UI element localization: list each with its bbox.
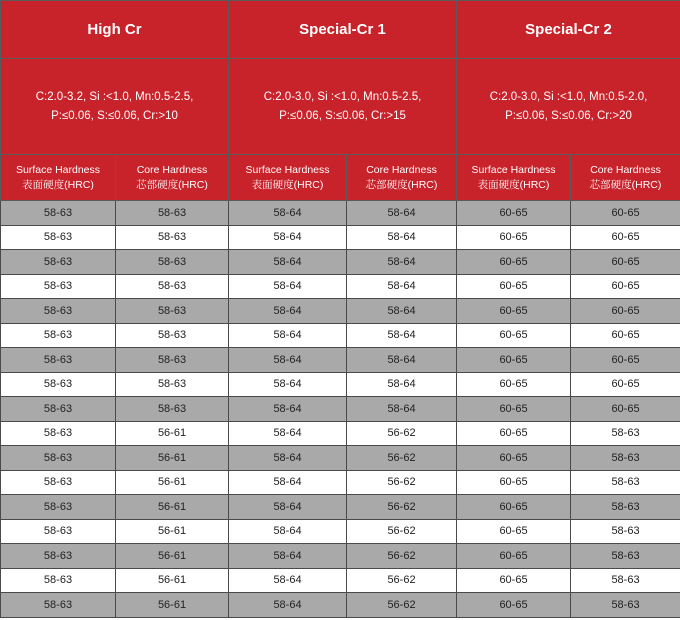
table-cell: 56-61 bbox=[116, 495, 229, 520]
column-header-cn: 表面硬度(HRC) bbox=[477, 178, 550, 191]
table-cell: 58-64 bbox=[229, 225, 347, 250]
table-cell: 58-64 bbox=[229, 568, 347, 593]
column-header-cn: 表面硬度(HRC) bbox=[22, 178, 94, 191]
column-header-core-hardness bbox=[116, 155, 229, 201]
table-cell: 58-64 bbox=[347, 299, 457, 324]
table-cell: 58-64 bbox=[229, 519, 347, 544]
column-header-cn: 芯部硬度(HRC) bbox=[589, 178, 662, 191]
hardness-data-body bbox=[1, 201, 680, 618]
table-cell: 60-65 bbox=[457, 348, 571, 373]
table-row bbox=[1, 274, 680, 299]
table-cell: 58-63 bbox=[1, 201, 116, 226]
composition-line: P:≤0.06, S:≤0.06, Cr:>15 bbox=[279, 109, 406, 122]
table-cell: 58-63 bbox=[116, 348, 229, 373]
table-cell: 56-62 bbox=[347, 470, 457, 495]
table-cell: 60-65 bbox=[571, 372, 680, 397]
table-cell: 60-65 bbox=[457, 593, 571, 618]
table-cell: 58-63 bbox=[571, 470, 680, 495]
table-cell: 60-65 bbox=[457, 250, 571, 275]
table-cell: 58-64 bbox=[229, 397, 347, 422]
composition-row bbox=[1, 59, 680, 155]
composition-line: C:2.0-3.0, Si :<1.0, Mn:0.5-2.0, bbox=[489, 90, 648, 103]
table-row bbox=[1, 470, 680, 495]
table-cell: 56-61 bbox=[116, 421, 229, 446]
table-cell: 58-64 bbox=[229, 446, 347, 471]
table-cell: 58-64 bbox=[229, 348, 347, 373]
composition-line: C:2.0-3.0, Si :<1.0, Mn:0.5-2.5, bbox=[263, 90, 422, 103]
table-row bbox=[1, 201, 680, 226]
composition-special-cr-2 bbox=[457, 59, 680, 155]
table-cell: 58-64 bbox=[229, 495, 347, 520]
table-cell: 58-63 bbox=[1, 593, 116, 618]
composition-line: P:≤0.06, S:≤0.06, Cr:>10 bbox=[51, 109, 178, 122]
table-cell: 58-64 bbox=[229, 250, 347, 275]
table-cell: 58-64 bbox=[229, 470, 347, 495]
table-cell: 60-65 bbox=[571, 225, 680, 250]
table-cell: 58-63 bbox=[1, 323, 116, 348]
table-cell: 60-65 bbox=[457, 519, 571, 544]
column-header-en: Core Hardness bbox=[590, 163, 661, 176]
table-cell: 60-65 bbox=[571, 299, 680, 324]
table-cell: 56-62 bbox=[347, 593, 457, 618]
table-row bbox=[1, 397, 680, 422]
column-header-surface-hardness bbox=[229, 155, 347, 201]
table-cell: 58-64 bbox=[347, 348, 457, 373]
grade-name-special-cr-1: Special-Cr 1 bbox=[229, 1, 457, 59]
table-cell: 58-64 bbox=[347, 323, 457, 348]
table-cell: 56-62 bbox=[347, 446, 457, 471]
table-row bbox=[1, 568, 680, 593]
table-cell: 60-65 bbox=[457, 372, 571, 397]
column-header-row bbox=[1, 155, 680, 201]
table-cell: 58-64 bbox=[229, 201, 347, 226]
table-cell: 58-64 bbox=[347, 201, 457, 226]
table-cell: 58-64 bbox=[229, 372, 347, 397]
table-cell: 60-65 bbox=[457, 225, 571, 250]
table-row bbox=[1, 348, 680, 373]
table-cell: 58-63 bbox=[571, 544, 680, 569]
table-cell: 56-61 bbox=[116, 446, 229, 471]
table-cell: 58-64 bbox=[229, 299, 347, 324]
column-header-core-hardness bbox=[571, 155, 680, 201]
table-cell: 58-63 bbox=[1, 470, 116, 495]
table-cell: 58-63 bbox=[1, 421, 116, 446]
table-cell: 60-65 bbox=[571, 201, 680, 226]
table-cell: 56-61 bbox=[116, 544, 229, 569]
table-cell: 60-65 bbox=[571, 274, 680, 299]
table-cell: 56-61 bbox=[116, 593, 229, 618]
table-cell: 60-65 bbox=[571, 250, 680, 275]
table-row bbox=[1, 323, 680, 348]
table-cell: 58-64 bbox=[229, 323, 347, 348]
column-header-surface-hardness bbox=[457, 155, 571, 201]
table-cell: 56-61 bbox=[116, 470, 229, 495]
table-cell: 58-63 bbox=[1, 250, 116, 275]
table-cell: 60-65 bbox=[457, 201, 571, 226]
column-header-en: Core Hardness bbox=[366, 163, 437, 176]
column-header-core-hardness bbox=[347, 155, 457, 201]
table-cell: 58-63 bbox=[1, 519, 116, 544]
table-cell: 58-63 bbox=[116, 299, 229, 324]
table-cell: 58-63 bbox=[571, 446, 680, 471]
table-cell: 60-65 bbox=[457, 274, 571, 299]
table-cell: 58-63 bbox=[1, 446, 116, 471]
table-cell: 58-63 bbox=[116, 397, 229, 422]
table-cell: 58-63 bbox=[116, 323, 229, 348]
column-header-cn: 芯部硬度(HRC) bbox=[136, 178, 208, 191]
table-cell: 56-62 bbox=[347, 544, 457, 569]
table-cell: 60-65 bbox=[571, 397, 680, 422]
table-cell: 58-64 bbox=[347, 225, 457, 250]
table-cell: 58-64 bbox=[229, 421, 347, 446]
table-cell: 56-61 bbox=[116, 568, 229, 593]
column-header-cn: 芯部硬度(HRC) bbox=[365, 178, 438, 191]
table-row bbox=[1, 250, 680, 275]
column-header-en: Surface Hardness bbox=[471, 163, 556, 176]
table-row bbox=[1, 446, 680, 471]
table-cell: 58-64 bbox=[229, 544, 347, 569]
composition-line: P:≤0.06, S:≤0.06, Cr:>20 bbox=[505, 109, 632, 122]
table-cell: 58-63 bbox=[1, 348, 116, 373]
table-row bbox=[1, 519, 680, 544]
table-cell: 58-63 bbox=[1, 495, 116, 520]
table-cell: 58-63 bbox=[116, 372, 229, 397]
table-row bbox=[1, 421, 680, 446]
composition-high-cr bbox=[1, 59, 229, 155]
table-row bbox=[1, 372, 680, 397]
table-cell: 60-65 bbox=[457, 397, 571, 422]
column-header-cn: 表面硬度(HRC) bbox=[251, 178, 324, 191]
column-header-en: Surface Hardness bbox=[245, 163, 330, 176]
composition-special-cr-1 bbox=[229, 59, 457, 155]
table-cell: 58-63 bbox=[571, 593, 680, 618]
table-cell: 58-63 bbox=[1, 274, 116, 299]
table-cell: 56-62 bbox=[347, 519, 457, 544]
column-header-en: Surface Hardness bbox=[15, 163, 101, 176]
column-header-en: Core Hardness bbox=[136, 163, 208, 176]
grade-name-special-cr-2: Special-Cr 2 bbox=[457, 1, 680, 59]
column-header-surface-hardness bbox=[1, 155, 116, 201]
table-cell: 58-63 bbox=[571, 568, 680, 593]
table-cell: 60-65 bbox=[457, 299, 571, 324]
table-cell: 58-64 bbox=[229, 593, 347, 618]
table-cell: 56-62 bbox=[347, 568, 457, 593]
table-cell: 58-64 bbox=[229, 274, 347, 299]
table-cell: 60-65 bbox=[457, 568, 571, 593]
table-cell: 58-63 bbox=[1, 568, 116, 593]
table-row bbox=[1, 544, 680, 569]
table-cell: 58-63 bbox=[1, 544, 116, 569]
grade-header-row bbox=[1, 1, 680, 59]
table-row bbox=[1, 593, 680, 618]
table-cell: 58-63 bbox=[571, 495, 680, 520]
table-cell: 58-63 bbox=[1, 225, 116, 250]
table-cell: 58-63 bbox=[116, 274, 229, 299]
table-cell: 58-63 bbox=[1, 372, 116, 397]
table-cell: 58-64 bbox=[347, 274, 457, 299]
table-cell: 58-64 bbox=[347, 250, 457, 275]
table-cell: 56-62 bbox=[347, 421, 457, 446]
table-cell: 60-65 bbox=[457, 470, 571, 495]
table-cell: 58-63 bbox=[571, 519, 680, 544]
table-cell: 60-65 bbox=[457, 421, 571, 446]
table-row bbox=[1, 495, 680, 520]
table-cell: 58-64 bbox=[347, 372, 457, 397]
table-cell: 58-64 bbox=[347, 397, 457, 422]
table-cell: 58-63 bbox=[116, 201, 229, 226]
composition-line: C:2.0-3.2, Si :<1.0, Mn:0.5-2.5, bbox=[35, 90, 194, 103]
table-cell: 60-65 bbox=[457, 323, 571, 348]
table-cell: 56-62 bbox=[347, 495, 457, 520]
table-cell: 58-63 bbox=[571, 421, 680, 446]
table-cell: 60-65 bbox=[457, 446, 571, 471]
table-cell: 58-63 bbox=[116, 250, 229, 275]
table-cell: 60-65 bbox=[457, 495, 571, 520]
grade-name-high-cr: High Cr bbox=[1, 1, 229, 59]
table-row bbox=[1, 225, 680, 250]
table-cell: 58-63 bbox=[1, 397, 116, 422]
table-cell: 56-61 bbox=[116, 519, 229, 544]
table-cell: 60-65 bbox=[571, 348, 680, 373]
table-cell: 58-63 bbox=[1, 299, 116, 324]
table-cell: 60-65 bbox=[571, 323, 680, 348]
table-cell: 60-65 bbox=[457, 544, 571, 569]
table-row bbox=[1, 299, 680, 324]
table-cell: 58-63 bbox=[116, 225, 229, 250]
